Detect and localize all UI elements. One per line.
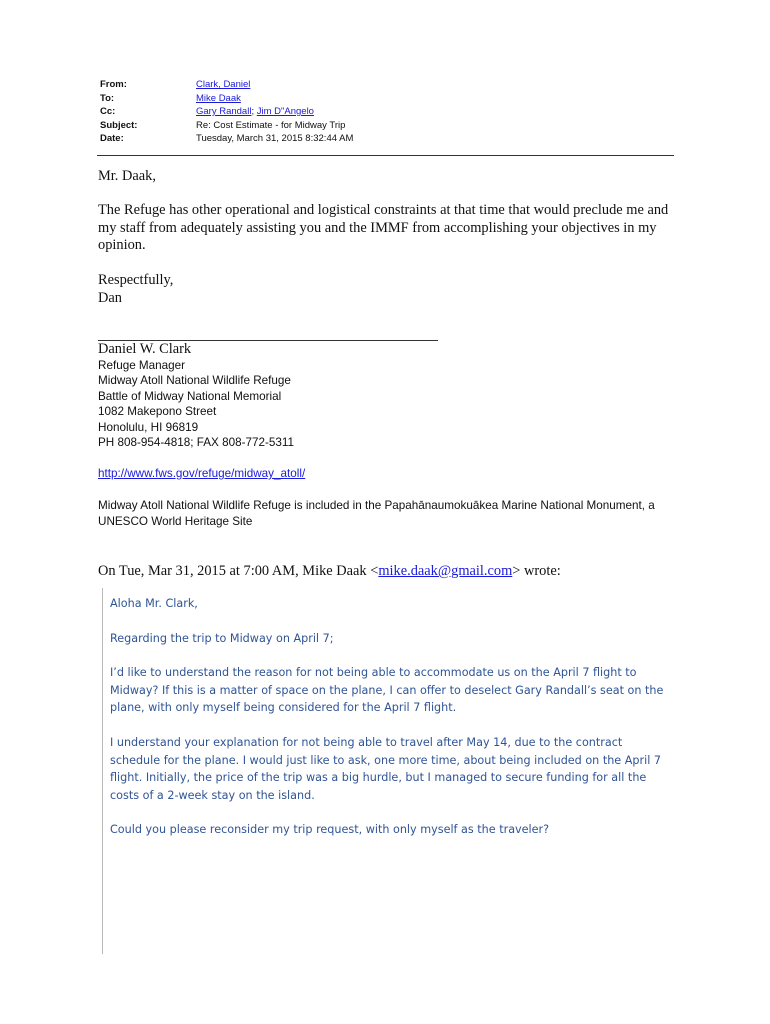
quoted-paragraph-4: Could you please reconsider my trip request, with only myself as the traveler? xyxy=(110,823,550,837)
quote-intro-after: > wrote: xyxy=(512,563,561,579)
subject-value: Re: Cost Estimate - for Midway Trip xyxy=(196,119,346,131)
quoted-paragraph-2: I’d like to understand the reason for not being able to accommodate us on the April 7 flight to Midway? If this is a matter of space on the plane, I can offer to deselect Gary Randall’s seat on the plane, with only myself being considered for the April 7 flight. xyxy=(110,666,664,715)
signature-street: 1082 Makepono Street xyxy=(98,405,217,419)
signature-note: Midway Atoll National Wildlife Refuge is included in the Papahānaumokuākea Marine National Monument, a UNESCO World Heritage Site xyxy=(98,499,655,528)
to-label: To: xyxy=(100,92,115,104)
header-date-row xyxy=(100,132,675,146)
sender-email-link[interactable]: mike.daak@gmail.com xyxy=(378,563,513,579)
reply-closing: Respectfully, xyxy=(98,272,174,288)
cc-separator: ; xyxy=(251,106,255,117)
signature-phone: PH 808-954-4818; FAX 808-772-5311 xyxy=(98,436,295,450)
reply-paragraph: The Refuge has other operational and logistical constraints at that time that would preclude me and my staff from adequately assisting you and the IMMF from accomplishing your objectives in my opinion. xyxy=(98,202,669,253)
signature-city: Honolulu, HI 96819 xyxy=(98,420,199,434)
cc-link-jim-dangelo[interactable]: Jim D"Angelo xyxy=(256,106,314,117)
signature-block xyxy=(98,358,294,450)
quoted-paragraph-1: Regarding the trip to Midway on April 7; xyxy=(110,631,334,645)
quote-intro-before: On Tue, Mar 31, 2015 at 7:00 AM, Mike Daak < xyxy=(98,563,379,579)
header-to-row xyxy=(100,92,675,106)
cc-values xyxy=(196,105,314,119)
quote-bar xyxy=(102,588,103,954)
cc-label: Cc: xyxy=(100,106,116,117)
quote-attribution xyxy=(98,562,561,580)
from-link[interactable]: Clark, Daniel xyxy=(196,79,251,90)
signature-org: Midway Atoll National Wildlife Refuge xyxy=(98,374,291,388)
email-header xyxy=(100,78,675,146)
date-value: Tuesday, March 31, 2015 8:32:44 AM xyxy=(196,133,354,144)
signature-name: Daniel W. Clark xyxy=(98,341,192,357)
signature-url-row xyxy=(98,466,305,481)
quoted-message xyxy=(110,595,675,856)
header-from-row xyxy=(100,78,675,92)
from-label: From: xyxy=(100,79,127,90)
date-label: Date: xyxy=(100,133,124,144)
refuge-website-link[interactable]: http://www.fws.gov/refuge/midway_atoll/ xyxy=(98,467,306,480)
header-divider xyxy=(97,155,674,156)
header-cc-row xyxy=(100,105,675,119)
subject-label: Subject: xyxy=(100,119,138,131)
quoted-paragraph-3: I understand your explanation for not being able to travel after May 14, due to the contract schedule for the plane. I would just like to ask, one more time, about being included on the April 7 flight. Initially, the price of the trip was a big hurdle, but I managed to secure funding for all the costs of a 2-week stay on the island. xyxy=(110,735,661,802)
quoted-greeting: Aloha Mr. Clark, xyxy=(110,597,198,610)
signature-memorial: Battle of Midway National Memorial xyxy=(98,389,282,403)
header-subject-row xyxy=(100,119,675,133)
reply-name-short: Dan xyxy=(98,290,122,306)
to-link[interactable]: Mike Daak xyxy=(196,92,241,104)
cc-link-gary-randall[interactable]: Gary Randall xyxy=(196,106,252,117)
signature-title: Refuge Manager xyxy=(98,359,186,372)
reply-salutation: Mr. Daak, xyxy=(98,168,156,184)
